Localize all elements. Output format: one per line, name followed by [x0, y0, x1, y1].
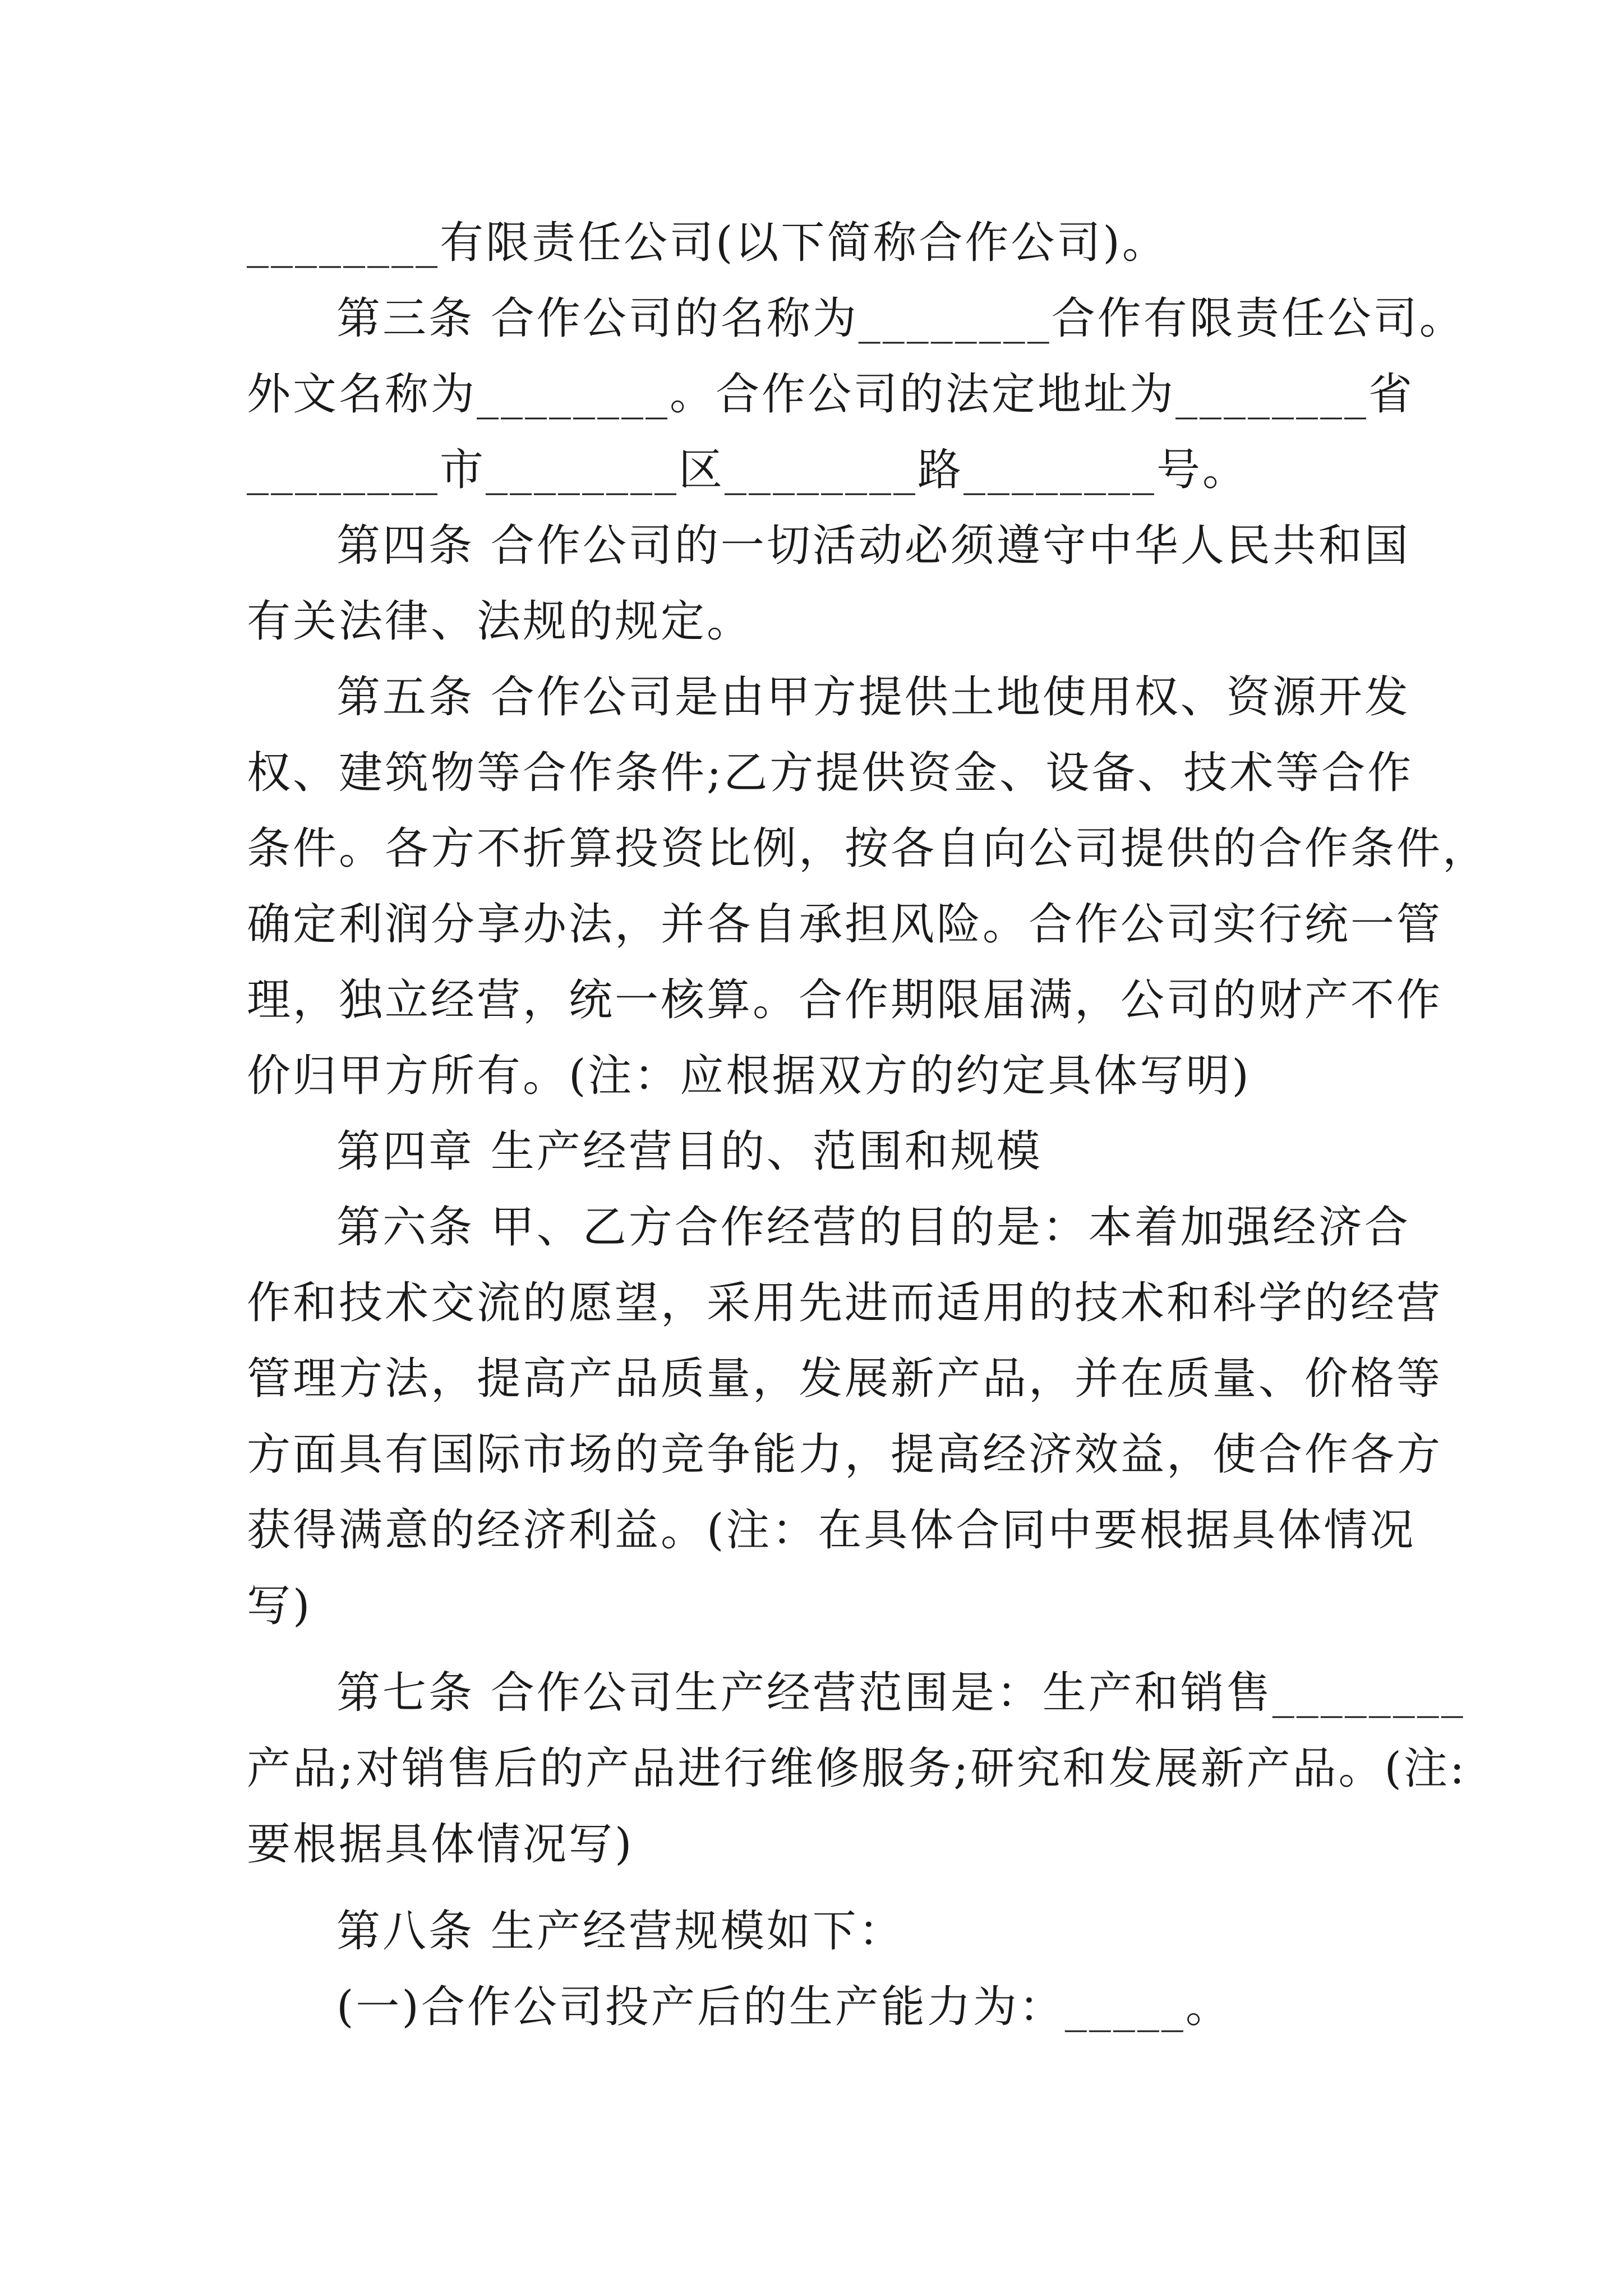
article-5-line-6: 价归甲方所有。(注：应根据双方的约定具体写明): [247, 1051, 1251, 1101]
text-line-1: ________有限责任公司(以下简称合作公司)。: [247, 218, 1168, 268]
article-6-line-5: 获得满意的经济利益。(注：在具体合同中要根据具体情况: [247, 1505, 1416, 1556]
article-6-line-2: 作和技术交流的愿望，采用先进而适用的技术和科学的经营: [247, 1278, 1443, 1328]
article-5-line-4: 确定利润分享办法，并各自承担风险。合作公司实行统一管: [247, 899, 1443, 950]
article-5-line-2: 权、建筑物等合作条件;乙方提供资金、设备、技术等合作: [247, 748, 1414, 798]
article-3-line-1: 第三条 合作公司的名称为________合作有限责任公司。: [336, 293, 1465, 344]
article-8-item-1: (一)合作公司投产后的生产能力为：_____。: [336, 1982, 1232, 2032]
article-7-line-3: 要根据具体情况写): [247, 1819, 634, 1870]
article-4-line-2: 有关法律、法规的规定。: [247, 596, 753, 647]
article-5-line-1: 第五条 合作公司是由甲方提供土地使用权、资源开发: [336, 672, 1410, 723]
article-6-line-1: 第六条 甲、乙方合作经营的目的是：本着加强经济合: [336, 1202, 1410, 1253]
chapter-4-heading: 第四章 生产经营目的、范围和规模: [336, 1126, 1043, 1177]
article-3-line-2: 外文名称为________。合作公司的法定地址为________省: [247, 369, 1415, 420]
article-6-line-6: 写): [247, 1581, 312, 1631]
article-8-heading: 第八条 生产经营规模如下：: [336, 1906, 905, 1957]
article-4-line-1: 第四条 合作公司的一切活动必须遵守中华人民共和国: [336, 521, 1410, 571]
article-7-line-2: 产品;对销售后的产品进行维修服务;研究和发展新产品。(注:: [247, 1743, 1467, 1794]
article-5-line-3: 条件。各方不折算投资比例，按各自向公司提供的合作条件，: [247, 823, 1489, 874]
article-7-line-1: 第七条 合作公司生产经营范围是：生产和销售________: [336, 1668, 1465, 1718]
article-3-line-3: ________市________区________路________号。: [247, 445, 1249, 495]
article-6-line-3: 管理方法，提高产品质量，发展新产品，并在质量、价格等: [247, 1354, 1443, 1404]
article-6-line-4: 方面具有国际市场的竞争能力，提高经济效益，使合作各方: [247, 1429, 1443, 1480]
article-5-line-5: 理，独立经营，统一核算。合作期限届满，公司的财产不作: [247, 975, 1443, 1025]
